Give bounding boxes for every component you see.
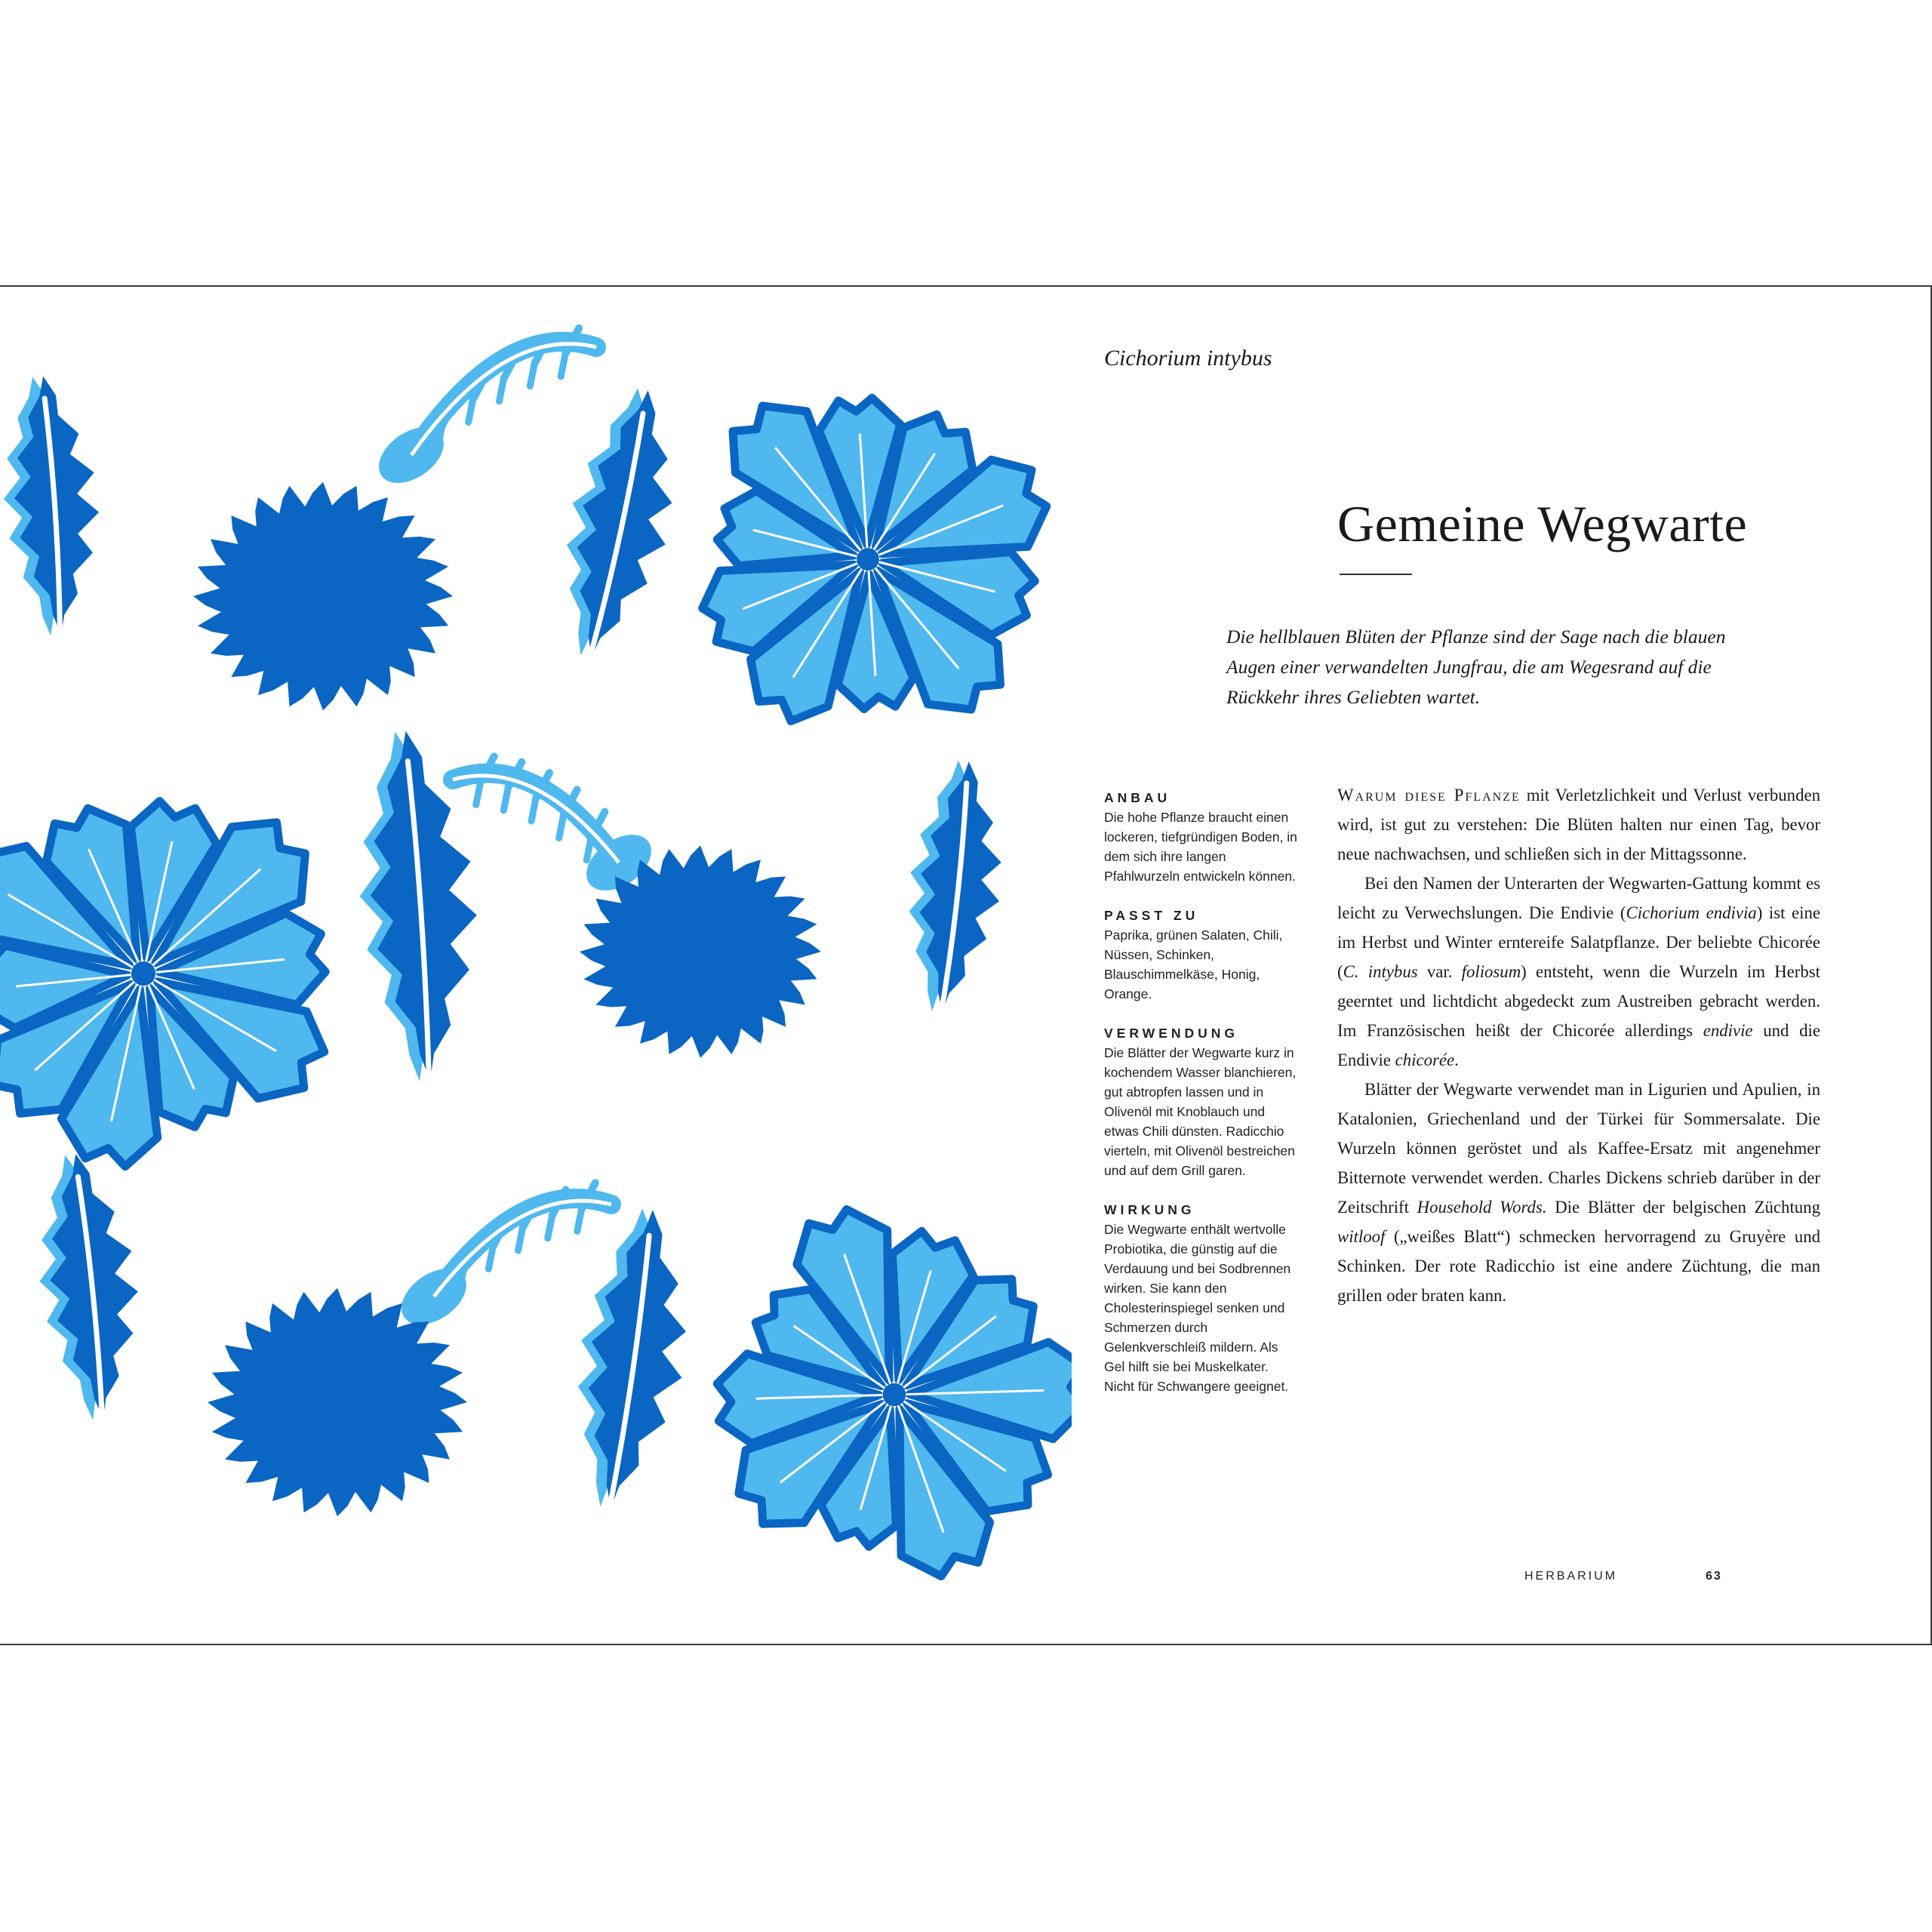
chicory-flower-open xyxy=(717,1210,1072,1577)
body-paragraph xyxy=(1337,1075,1820,1310)
chicory-illustration xyxy=(0,285,1072,1645)
sidebar-text: Die Blätter der Wegwarte kurz in kochendem Wasser blanchieren, gut abtropfen lassen und in Olivenöl mit Knoblauch und etwas Chili dünsten. Radicchio vierteln, mit Olivenöl bestreichen und auf dem Grill garen. xyxy=(1104,1045,1297,1178)
latin-name: Cichorium intybus xyxy=(1104,346,1272,371)
sidebar-text: Paprika, grünen Salaten, Chili, Nüssen, Schinken, Blauschimmelkäse, Honig, Orange. xyxy=(1104,928,1283,1001)
chicory-sprig xyxy=(368,328,596,494)
body-italic-run: foliosum xyxy=(1461,962,1521,981)
sidebar-section-verwendung xyxy=(1104,1023,1302,1180)
title-rule xyxy=(1340,574,1412,575)
body-text-run: mit Verletzlichkeit und Verlust verbunden wird, ist gut zu verstehen: Die Blüten halten nur einen Tag, bevor neue nachwachsen, und schließen sich in der Mittagssonne. xyxy=(1337,786,1820,863)
chicory-leaf xyxy=(555,1202,704,1538)
body-italic-run: Cichorium endivia xyxy=(1626,903,1757,922)
chicory-leaf xyxy=(537,380,696,688)
sidebar-section-passt-zu xyxy=(1104,906,1302,1004)
page-title: Gemeine Wegwarte xyxy=(1337,495,1748,552)
sidebar-heading: VERWENDUNG xyxy=(1104,1026,1239,1041)
running-footer: HERBARIUM xyxy=(1524,1570,1618,1583)
body-text-run: var. xyxy=(1417,962,1462,981)
chicory-leaf xyxy=(894,757,1014,1037)
body-italic-run: C. intybus xyxy=(1343,962,1418,981)
intro-text: Die hellblauen Blüten der Pflanze sind der Sage nach die blauen Augen einer verwandelten Jungfrau, die am Wegesrand auf die Rückkehr ihres Geliebten wartet. xyxy=(1226,626,1726,708)
body-text-run: Die Blätter der belgischen Züchtung xyxy=(1546,1198,1820,1217)
chicory-leaf xyxy=(26,1149,152,1444)
sidebar xyxy=(1104,788,1302,1416)
chicory-flower-open xyxy=(703,398,1047,721)
page-number: 63 xyxy=(1706,1570,1722,1583)
chicory-sprig xyxy=(453,756,662,902)
body-text-run: und die Endivie xyxy=(1337,1021,1820,1069)
lead-in: Warum diese Pflanze xyxy=(1337,786,1521,804)
sidebar-heading: WIRKUNG xyxy=(1104,1202,1195,1217)
chicory-flower-dark xyxy=(193,482,453,711)
chicory-flower-dark xyxy=(208,1288,467,1517)
chicory-sprig xyxy=(391,1183,611,1336)
body-italic-run: endivie xyxy=(1703,1021,1753,1040)
sidebar-section-anbau xyxy=(1104,788,1302,886)
body-paragraph xyxy=(1337,869,1820,1075)
body-paragraph xyxy=(1337,780,1820,869)
chicory-flower-dark xyxy=(580,845,821,1058)
body-text-run: Blätter der Wegwarte verwendet man in Ligurien und Apulien, in Katalonien, Griechenland und der Türkei für Sommersalate. Die Wurzeln können geröstet und als Kaffee-Ersatz mit angenehmer Bitternote verwendet werden. Charles Dickens schrieb darüber in der Zeitschrift xyxy=(1337,1080,1820,1217)
chicory-flower-open xyxy=(0,801,325,1167)
body-text xyxy=(1337,780,1820,1310)
body-italic-run: chicorée xyxy=(1395,1051,1455,1069)
body-text-run: . xyxy=(1454,1051,1459,1069)
body-text-run: Bei den Namen der Unterarten der Wegwarten-Gattung kommt es leicht zu Verwechslungen. Die Endivie ( xyxy=(1337,874,1820,922)
sidebar-text: Die Wegwarte enthält wertvolle Probiotika, die günstig auf die Verdauung und bei Sodbrennen wirken. Sie kann den Cholesterinspiegel senken und Schmerzen durch Gelenkverschleiß mildern. Als Gel hilft sie bei Muskelkater. Nicht für Schwangere geeignet. xyxy=(1104,1222,1291,1394)
sidebar-heading: PASST ZU xyxy=(1104,908,1199,923)
body-text-run: ) ist eine im Herbst und Winter erntereife Salatpflanze. Der beliebte Chicorée ( xyxy=(1337,903,1820,981)
body-italic-run: Household Words. xyxy=(1417,1198,1547,1217)
sidebar-heading: ANBAU xyxy=(1104,790,1171,805)
chicory-leaf xyxy=(0,373,109,658)
body-text-run: ) entsteht, wenn die Wurzeln im Herbst geerntet und lichtdicht abgedeckt zum Austreiben gebracht werden. Im Französischen heißt der Chicorée allerdings xyxy=(1337,962,1820,1040)
body-italic-run: witloof xyxy=(1337,1227,1386,1246)
sidebar-text: Die hohe Pflanze braucht einen lockeren, tiefgründigen Boden, in dem sich ihre langen Pfahlwurzeln entwickeln können. xyxy=(1104,810,1297,884)
body-text-run: („weißes Blatt“) schmecken hervorragend zu Gruyère und Schinken. Der rote Radicchio ist eine andere Züchtung, die man grillen oder braten kann. xyxy=(1337,1227,1820,1305)
sidebar-section-wirkung xyxy=(1104,1200,1302,1396)
